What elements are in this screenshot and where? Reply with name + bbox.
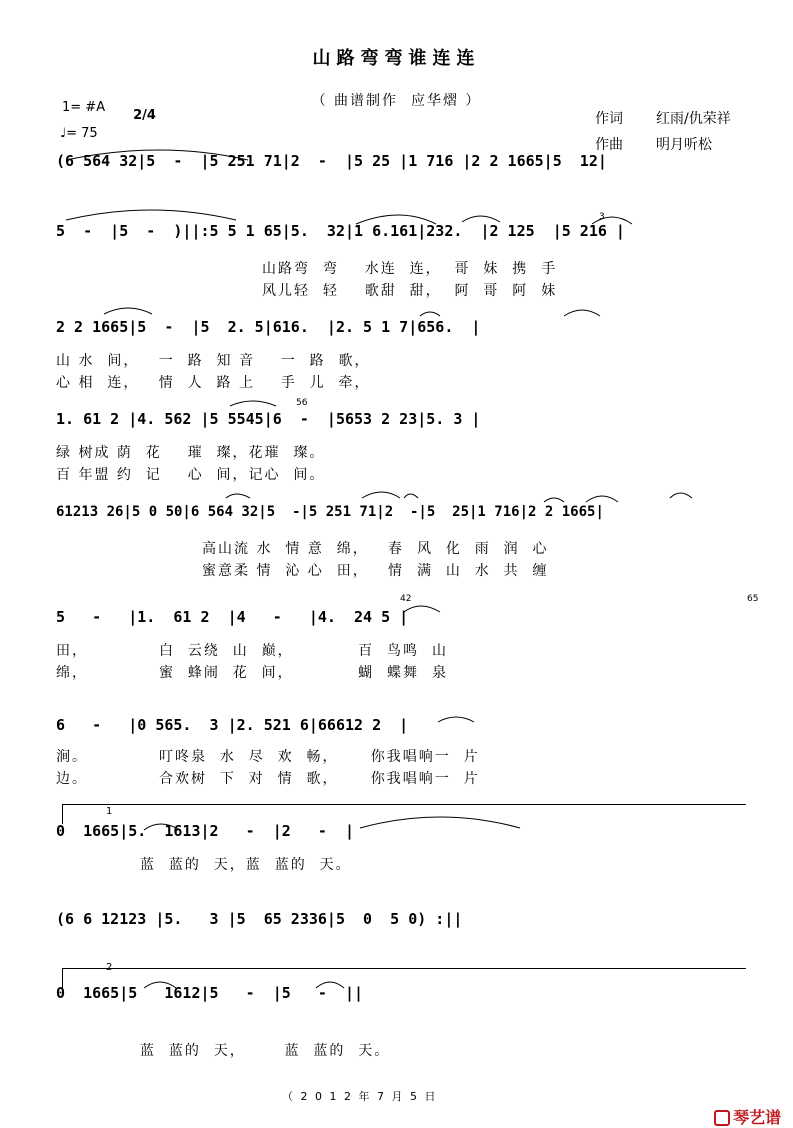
time-signature xyxy=(124,96,156,122)
lyric-line-8: 蓝 蓝的 天，蓝 蓝的 天。 xyxy=(140,857,352,873)
arranger-credit: （ 曲谱制作 应华熠 ） xyxy=(311,93,482,109)
volta-1-bracket-start xyxy=(62,804,63,824)
notation-line-7: 6 - |0 565. 3 |2. 521 6|66612 2 | xyxy=(56,716,409,734)
lyric-line-3a: 山 水 间， 一 路 知 音 一 路 歌， xyxy=(56,353,371,369)
date-stamp: （ 2 0 1 2 年 7 月 5 日 xyxy=(282,1090,438,1103)
notation-line-5: 61213 26|5 0 50|6 564 32|5 -|5 251 71|2 -|5 25|1 716|2 2 1665| xyxy=(56,504,604,520)
notation-line-4: 1. 61 2 |4. 562 |5 5545|6 - |5653 2 23|5. 3 | xyxy=(56,410,481,428)
lyric-line-3b: 心 相 连， 情 人 路 上 手 儿 牵， xyxy=(56,375,371,391)
lyric-line-2a: 山路弯 弯 水连 连， 哥 妹 携 手 xyxy=(262,261,558,277)
lyric-line-2b: 风儿轻 轻 歌甜 甜， 阿 哥 阿 妹 xyxy=(262,283,558,299)
composer-label: 作曲 xyxy=(595,137,623,153)
volta-2-bracket xyxy=(62,968,746,969)
key-signature: 1= #A xyxy=(62,100,106,115)
grace-note-mark-2: 42 xyxy=(400,594,412,604)
lyric-line-6b: 绵， 蜜 蜂闹 花 间， 蝴 蝶舞 泉 xyxy=(56,665,448,681)
grace-note-mark-1: 56 xyxy=(296,398,308,408)
notation-line-8: 0 1665|5. 1613|2 - |2 - | xyxy=(56,822,355,840)
notation-line-10: 0 1665|5 1612|5 - |5 - || xyxy=(56,984,364,1002)
slur xyxy=(66,210,236,220)
composer-name: 明月听松 xyxy=(656,137,712,153)
lyric-line-5b: 蜜意柔 情 沁 心 田， 情 满 山 水 共 缠 xyxy=(202,563,549,579)
page-title: 山路弯弯谁连连 xyxy=(312,48,481,69)
lyric-line-10: 蓝 蓝的 天， 蓝 蓝的 天。 xyxy=(140,1043,391,1059)
notation-line-1: (6 564 32|5 - |5 251 71|2 - |5 25 |1 716 |2 2 1665|5 12| xyxy=(56,152,607,170)
notation-line-3: 2 2 1665|5 - |5 2. 5|616. |2. 5 1 7|656. | xyxy=(56,318,481,336)
slur xyxy=(362,492,400,498)
lyric-line-7a: 涧。 叮咚泉 水 尽 欢 畅， 你我唱响一 片 xyxy=(56,749,480,765)
logo-text: 琴艺谱 xyxy=(733,1108,782,1127)
lyric-line-6a: 田， 白 云绕 山 巅， 百 鸟鸣 山 xyxy=(56,643,448,659)
notation-line-6: 5 - |1. 61 2 |4 - |4. 24 5 | xyxy=(56,608,409,626)
slur xyxy=(230,401,276,406)
volta-1-number: 1 xyxy=(106,806,113,817)
triplet-mark: 3 xyxy=(599,212,605,222)
slur xyxy=(670,493,692,498)
grace-note-mark-3: 65 xyxy=(747,594,759,604)
lyric-line-5a: 高山流 水 情 意 绵， 春 风 化 雨 润 心 xyxy=(202,541,549,557)
time-signature-text: 2/4 xyxy=(133,108,156,123)
notation-line-9: (6 6 12123 |5. 3 |5 65 2336|5 0 5 0) :|| xyxy=(56,910,463,928)
lyricist-name: 红雨/仇荣祥 xyxy=(656,111,731,127)
slur xyxy=(586,496,618,502)
lyric-line-4a: 绿 树成 荫 花 璀 璨，花璀 璨。 xyxy=(56,445,326,461)
volta-1-bracket xyxy=(62,804,746,805)
logo-icon xyxy=(714,1110,730,1126)
slur xyxy=(544,498,564,502)
lyricist-label: 作词 xyxy=(595,111,623,127)
lyric-line-4b: 百 年盟 约 记 心 间，记心 间。 xyxy=(56,467,326,483)
tempo-mark: ♩= 75 xyxy=(60,126,98,141)
slur xyxy=(564,310,600,316)
slur xyxy=(226,494,250,498)
volta-2-number: 2 xyxy=(106,962,113,973)
slur xyxy=(420,312,440,316)
lyric-line-7b: 边。 合欢树 下 对 情 歌， 你我唱响一 片 xyxy=(56,771,480,787)
notation-line-2: 5 - |5 - )||:5 5 1 65|5. 32|1 6.161|232. |2 125 |5 216 | xyxy=(56,222,625,240)
slur xyxy=(404,494,418,498)
slur xyxy=(104,308,152,314)
